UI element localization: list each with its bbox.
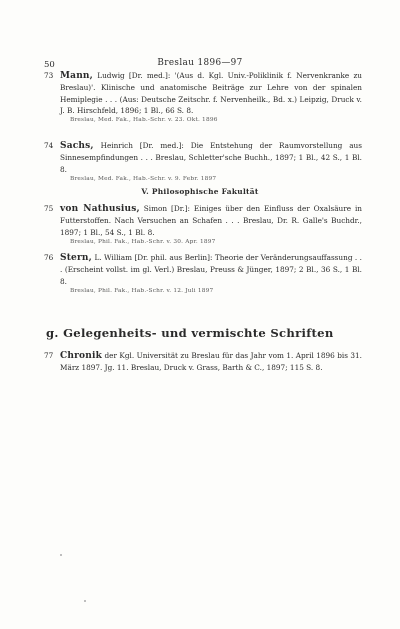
- entry-number: 74: [44, 141, 54, 150]
- entry-text: L. William [Dr. phil. aus Berlin]: Theorie der Veränderungsauffassung . . . (Erscheint vollst. im gl. Verl.) Breslau, Preuss & Jünger, 1897; 2 Bl., 36 S., 1 Bl. 8.: [60, 253, 362, 286]
- entry-text: Simon [Dr.]: Einiges über den Einfluss der Oxalsäure in Futterstoffen. Nach Versuchen an Schafen . . . Breslau, Dr. R. Galle's Buchdr., 1897; 1 Bl., 54 S., 1 Bl. 8.: [60, 204, 362, 237]
- running-head: Breslau 1896—97: [157, 58, 243, 68]
- section-heading: g. Gelegenheits- und vermischte Schriften: [46, 326, 334, 340]
- page-number: 50: [44, 60, 55, 70]
- entry-text: Heinrich [Dr. med.]: Die Entstehung der Raumvorstellung aus Sinnesempfindungen . . . Breslau, Schletter'sche Buchh., 1897; 1 Bl., 42 S., 1 Bl. 8.: [60, 141, 362, 174]
- entry-author: von Nathusius,: [60, 204, 140, 214]
- entry-author: Stern,: [60, 253, 93, 263]
- bibliography-entry-74: [44, 140, 362, 184]
- entry-note: Breslau, Med. Fak., Hab.-Schr. v. 9. Febr. 1897: [70, 175, 217, 182]
- entry-note: Breslau, Phil. Fak., Hab.-Schr. v. 12. Juli 1897: [70, 287, 214, 294]
- entry-text: der Kgl. Universität zu Breslau für das Jahr vom 1. April 1896 bis 31. März 1897. Jg. 11. Breslau, Druck v. Grass, Barth & C., 1897; 115 S. 8.: [60, 351, 362, 373]
- bibliography-entry-73: [44, 70, 362, 125]
- entry-number: 73: [44, 71, 54, 80]
- entry-author: Chronik: [60, 351, 103, 361]
- entry-number: 76: [44, 253, 54, 262]
- entry-number: 77: [44, 351, 54, 360]
- entry-note: Breslau, Med. Fak., Hab.-Schr. v. 23. Okt. 1896: [70, 117, 218, 124]
- entry-text: Ludwig [Dr. med.]: '(Aus d. Kgl. Univ.-Poliklinik f. Nervenkranke zu Breslau)'. Klinische und anatomische Beiträge zur Lehre von der spinalen Hemiplegie . . . (Aus: Deutsche Zeitschr. f. Nervenheilk., Bd. x.) Leipzig, Druck v. J. B. Hirschfeld, 1896; 1 Bl., 66 S. 8.: [60, 71, 362, 115]
- bibliography-entry-77: [44, 350, 362, 374]
- entry-number: 75: [44, 204, 54, 213]
- scan-speck: [60, 554, 62, 556]
- entry-author: Sachs,: [60, 141, 94, 151]
- bibliography-entry-75: [44, 203, 362, 247]
- subsection-heading: V. Philosophische Fakultät: [141, 187, 259, 196]
- scan-speck: [84, 600, 86, 602]
- bibliography-entry-76: [44, 252, 362, 296]
- entry-note: Breslau, Phil. Fak., Hab.-Schr. v. 30. Apr. 1897: [70, 238, 216, 245]
- entry-author: Mann,: [60, 71, 94, 81]
